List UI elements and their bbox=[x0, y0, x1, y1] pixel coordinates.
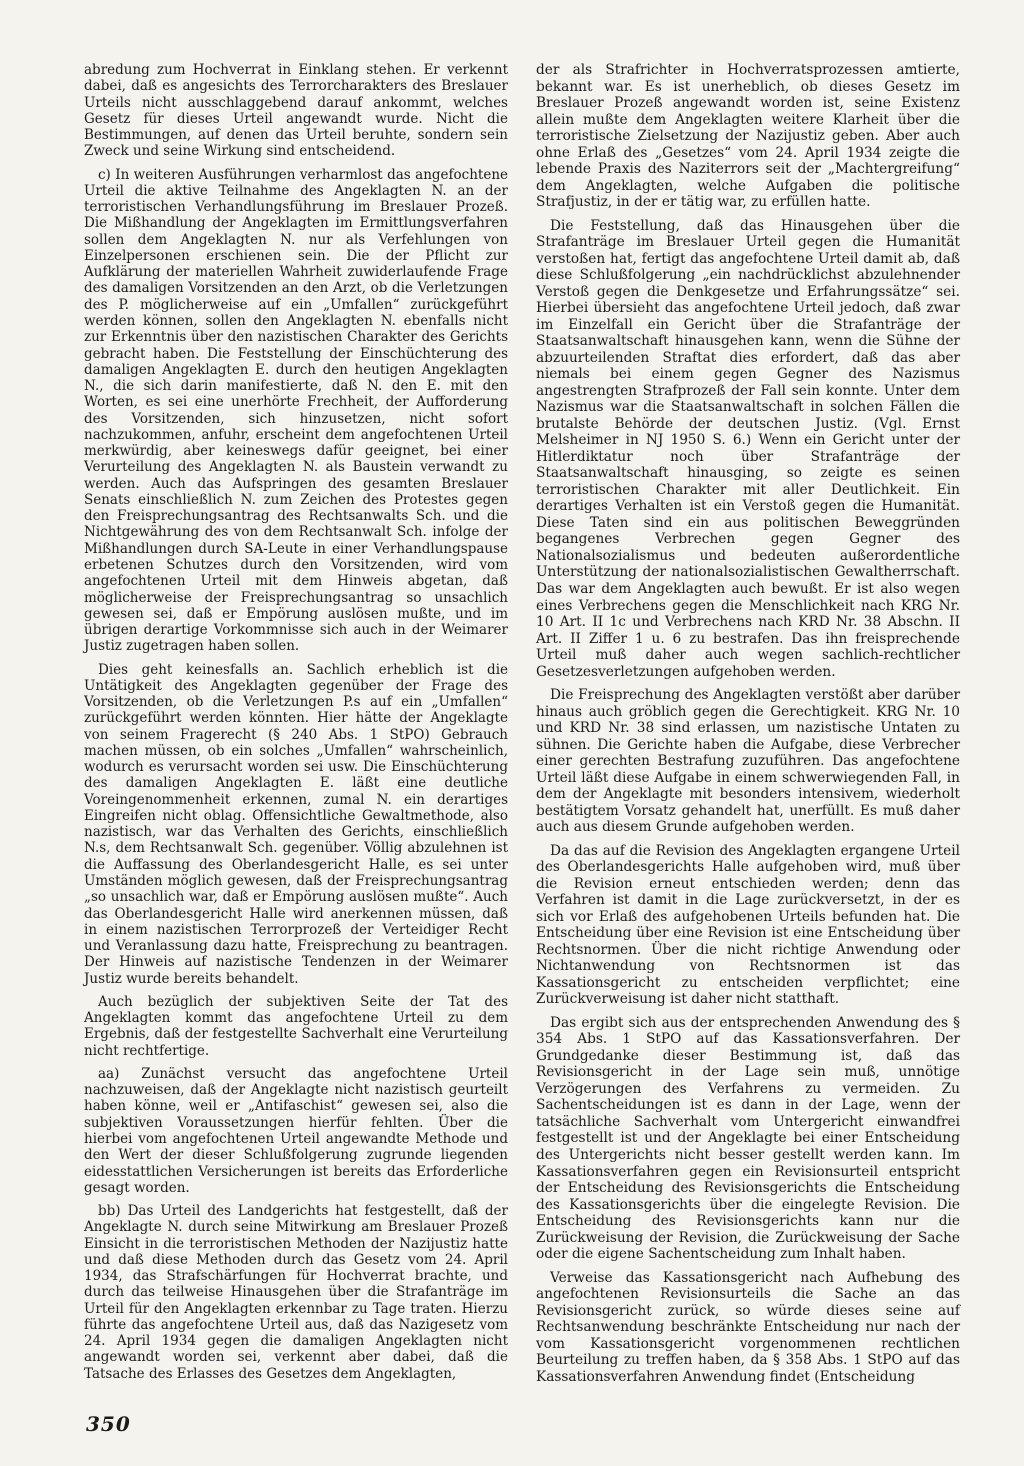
paragraph: Die Feststellung, daß das Hinausgehen über die Strafanträge im Breslauer Urteil gegen die Humanität verstoßen hat, fertigt das angefochtene Urteil damit ab, daß diese Schlußfolgerung „ein nachdrücklichst abzulehnender Verstoß gegen die Denkgesetze und Erfahrungssätze“ sei. Hierbei übersieht das angefochtene Urteil jedoch, daß zwar im Einzelfall ein Gericht über die Strafanträge der Staatsanwaltschaft hinausgehen kann, wenn die Sühne der abzuurteilenden Straftat dies erfordert, daß das aber niemals bei einem gegen Gegner des Nazismus angestrengten Strafprozeß der Fall sein konnte. Unter dem Nazismus war die Staatsanwaltschaft in solchen Fällen die brutalste Behörde der deutschen Justiz. (Vgl. Ernst Melsheimer in NJ 1950 S. 6.) Wenn ein Gericht unter der Hitlerdiktatur noch über Strafanträge der Staatsanwaltschaft hinausging, so zeigte es seinen terroristischen Charakter mit aller Deutlichkeit. Ein derartiges Verhalten ist ein Verstoß gegen die Humanität. Diese Taten sind ein aus politischen Beweggründen begangenes Verbrechen gegen Gegner des Nationalsozialismus und bedeuten außerordentliche Unterstützung der nationalsozialistischen Gewaltherrschaft. Das war dem Angeklagten auch bewußt. Er ist also wegen eines Verbrechens gegen die Menschlichkeit nach KRG Nr. 10 Art. II 1c und Verbrechens nach KRD Nr. 38 Abschn. II Art. II Ziffer 1 u. 6 zu bestrafen. Das ihn freisprechende Urteil muß daher auch wegen sachlich-rechtlicher Gesetzesverletzungen aufgehoben werden. bbox=[536, 217, 960, 680]
paragraph: c) In weiteren Ausführungen verharmlost das angefochtene Urteil die aktive Teilnahme des Angeklagten N. an der terroristischen Verhandlungsführung im Breslauer Prozeß. Die Mißhandlung der Angeklagten im Ermittlungsverfahren sollen dem Angeklagten N. nur als Verfehlungen von Einzelpersonen erschienen sein. Die der Pflicht zur Aufklärung der materiellen Wahrheit zuwiderlaufende Frage des damaligen Vorsitzenden an den Arzt, ob die Verletzungen des P. möglicherweise auf ein „Umfallen“ zurückgeführt werden können, sollen den Angeklagten N. ebenfalls nicht zur Erkenntnis über den nazistischen Charakter des Gerichts gebracht haben. Die Feststellung der Einschüchterung des damaligen Angeklagten E. durch den heutigen Angeklagten N., die sich darin manifestierte, daß N. den E. mit den Worten, es sei eine unerhörte Frechheit, der Aufforderung des Vorsitzenden, sich hinzusetzen, nicht sofort nachzukommen, anfuhr, erscheint dem angefochtenen Urteil merkwürdig, aber keineswegs dafür geeignet, bei einer Verurteilung des Angeklagten N. als Baustein verwandt zu werden. Auch das Aufspringen des gesamten Breslauer Senats einschließlich N. zum Zeichen des Protestes gegen den Freisprechungsantrag des Rechtsanwalts Sch. und die Nichtgewährung des von dem Rechtsanwalt Sch. infolge der Mißhandlungen durch SA-Leute in einer Verhandlungspause erbetenen Schutzes durch den Vorsitzenden, wird vom angefochtenen Urteil mit dem Hinweis abgetan, daß möglicherweise der Freisprechungsantrag so unsachlich gewesen sei, daß er Empörung auslösen mußte, und im übrigen derartige Vorkommnisse sich auch in der Weimarer Justiz zugetragen haben sollen. bbox=[84, 166, 508, 655]
paragraph: Das ergibt sich aus der entsprechenden Anwendung des § 354 Abs. 1 StPO auf das Kassationsverfahren. Der Grundgedanke dieser Bestimmung ist, daß das Revisionsgericht in der Lage sein muß, unnötige Verzögerungen des Verfahrens zu vermeiden. Zu Sachentscheidungen ist es dann in der Lage, wenn der tatsächliche Sachverhalt vom Untergericht einwandfrei festgestellt ist und der Angeklagte bei einer Entscheidung des Untergerichts nicht besser gestellt werden kann. Im Kassationsverfahren gegen ein Revisionsurteil entspricht der Entscheidung des Revisionsgerichts die Entscheidung des Kassationsgerichts über die eingelegte Revision. Die Entscheidung des Revisionsgerichts kann nur die Zurückweisung der Revision, die Zurückweisung der Sache oder die eigene Sachentscheidung zum Inhalt haben. bbox=[536, 1014, 960, 1263]
paragraph: der als Strafrichter in Hochverratsprozessen amtierte, bekannt war. Es ist unerheblich, ob dieses Gesetz im Breslauer Prozeß angewandt worden ist, seine Existenz allein mußte dem Angeklagten weitere Klarheit über die terroristische Zielsetzung der Nazijustiz geben. Aber auch ohne Erlaß des „Gesetzes“ vom 24. April 1934 zeigte die lebende Praxis des Naziterrors seit der „Machtergreifung“ dem Angeklagten, welche Aufgaben die politische Strafjustiz, in der er tätig war, zu erfüllen hatte. bbox=[536, 62, 960, 211]
paragraph: bb) Das Urteil des Landgerichts hat festgestellt, daß der Angeklagte N. durch seine Mitwirkung am Breslauer Prozeß Einsicht in die terroristischen Methoden der Nazijustiz hatte und daß diese Methoden durch das Gesetz vom 24. April 1934, das Strafschärfungen für Hochverrat brachte, und durch das teilweise Hinausgehen über die Strafanträge im Urteil für den Angeklagten erkennbar zu Tage traten. Hierzu führte das angefochtene Urteil aus, daß das Nazigesetz vom 24. April 1934 gegen die damaligen Angeklagten nicht angewandt worden sei, verkennt aber dabei, daß die Tatsache des Erlasses des Gesetzes dem Angeklagten, bbox=[84, 1203, 508, 1382]
paragraph: aa) Zunächst versucht das angefochtene Urteil nachzuweisen, daß der Angeklagte nicht nazistisch geurteilt haben könne, weil er „Antifaschist“ gewesen sei, also die subjektiven Voraussetzungen hierfür fehlten. Über die hierbei vom angefochtenen Urteil angewandte Methode und den Wert der dieser Schlußfolgerung zugrunde liegenden eidesstattlichen Versicherungen ist bereits das Erforderliche gesagt worden. bbox=[84, 1065, 508, 1196]
paragraph: Auch bezüglich der subjektiven Seite der Tat des Angeklagten kommt das angefochtene Urteil zu dem Ergebnis, daß der festgestellte Sachverhalt eine Verurteilung nicht rechtfertige. bbox=[84, 993, 508, 1059]
right-column bbox=[536, 62, 960, 1392]
page-number: 350 bbox=[86, 1412, 131, 1436]
paragraph: Verweise das Kassationsgericht nach Aufhebung des angefochtenen Revisionsurteils die Sache an das Revisionsgericht zurück, so würde dieses seine auf Rechtsanwendung beschränkte Entscheidung nur nach der vom Kassationsgericht vorgenommenen rechtlichen Beurteilung zu treffen haben, da § 358 Abs. 1 StPO auf das Kassationsverfahren Anwendung findet (Entscheidung bbox=[536, 1269, 960, 1385]
paragraph: abredung zum Hochverrat in Einklang stehen. Er verkennt dabei, daß es angesichts des Terrorcharakters des Breslauer Urteils nicht ausschlaggebend darauf ankommt, welches Gesetz für dieses Urteil angewandt wurde. Nicht die Bestimmungen, auf denen das Urteil beruhte, sondern sein Zweck und seine Wirkung sind entscheidend. bbox=[84, 62, 508, 160]
paragraph: Die Freisprechung des Angeklagten verstößt aber darüber hinaus auch gröblich gegen die Gerechtigkeit. KRG Nr. 10 und KRD Nr. 38 sind erlassen, um nazistische Untaten zu sühnen. Die Gerichte haben die Aufgabe, diese Verbrecher einer gerechten Bestrafung zuzuführen. Das angefochtene Urteil läßt diese Aufgabe in einem schwerwiegenden Fall, in dem der Angeklagte mit besonders intensivem, wiederholt bestätigtem Vorsatz gehandelt hat, unerfüllt. Es muß daher auch aus diesem Grunde aufgehoben werden. bbox=[536, 687, 960, 836]
paragraph: Da das auf die Revision des Angeklagten ergangene Urteil des Oberlandesgerichts Halle aufgehoben wird, muß über die Revision erneut entschieden werden; denn das Verfahren ist damit in die Lage zurückversetzt, in der es sich vor Erlaß des aufgehobenen Urteils befunden hat. Die Entscheidung über eine Revision ist eine Entscheidung über Rechtsnormen. Über die nicht richtige Anwendung oder Nichtanwendung von Rechtsnormen ist das Kassationsgericht zu entscheiden verpflichtet; eine Zurückverweisung ist daher nicht statthaft. bbox=[536, 842, 960, 1008]
paragraph: Dies geht keinesfalls an. Sachlich erheblich ist die Untätigkeit des Angeklagten gegenüber der Frage des Vorsitzenden, ob die Verletzungen P.s auf ein „Umfallen“ zurückgeführt werden könnten. Hier hätte der Angeklagte von seinem Fragerecht (§ 240 Abs. 1 StPO) Gebrauch machen müssen, ob ein solches „Umfallen“ wahrscheinlich, wodurch es verursacht worden sei usw. Die Einschüchterung des damaligen Angeklagten E. läßt eine deutliche Voreingenommenheit erkennen, zumal N. ein derartiges Eingreifen nicht oblag. Offensichtliche Gewaltmethode, also nazistisch, war das Verhalten des Gerichts, einschließlich N.s, dem Rechtsanwalt Sch. gegenüber. Völlig abzulehnen ist die Auffassung des Oberlandesgericht Halle, es sei unter Umständen möglich gewesen, daß der Freisprechungsantrag „so unsachlich war, daß er Empörung auslösen mußte“. Auch das Oberlandesgericht Halle wird anerkennen müssen, daß in einem nazistischen Terrorprozeß der Verteidiger Recht und Veranlassung dazu hatte, Freisprechung zu beantragen. Der Hinweis auf nazistische Tendenzen in der Weimarer Justiz wurde bereits behandelt. bbox=[84, 661, 508, 987]
left-column bbox=[84, 62, 508, 1389]
